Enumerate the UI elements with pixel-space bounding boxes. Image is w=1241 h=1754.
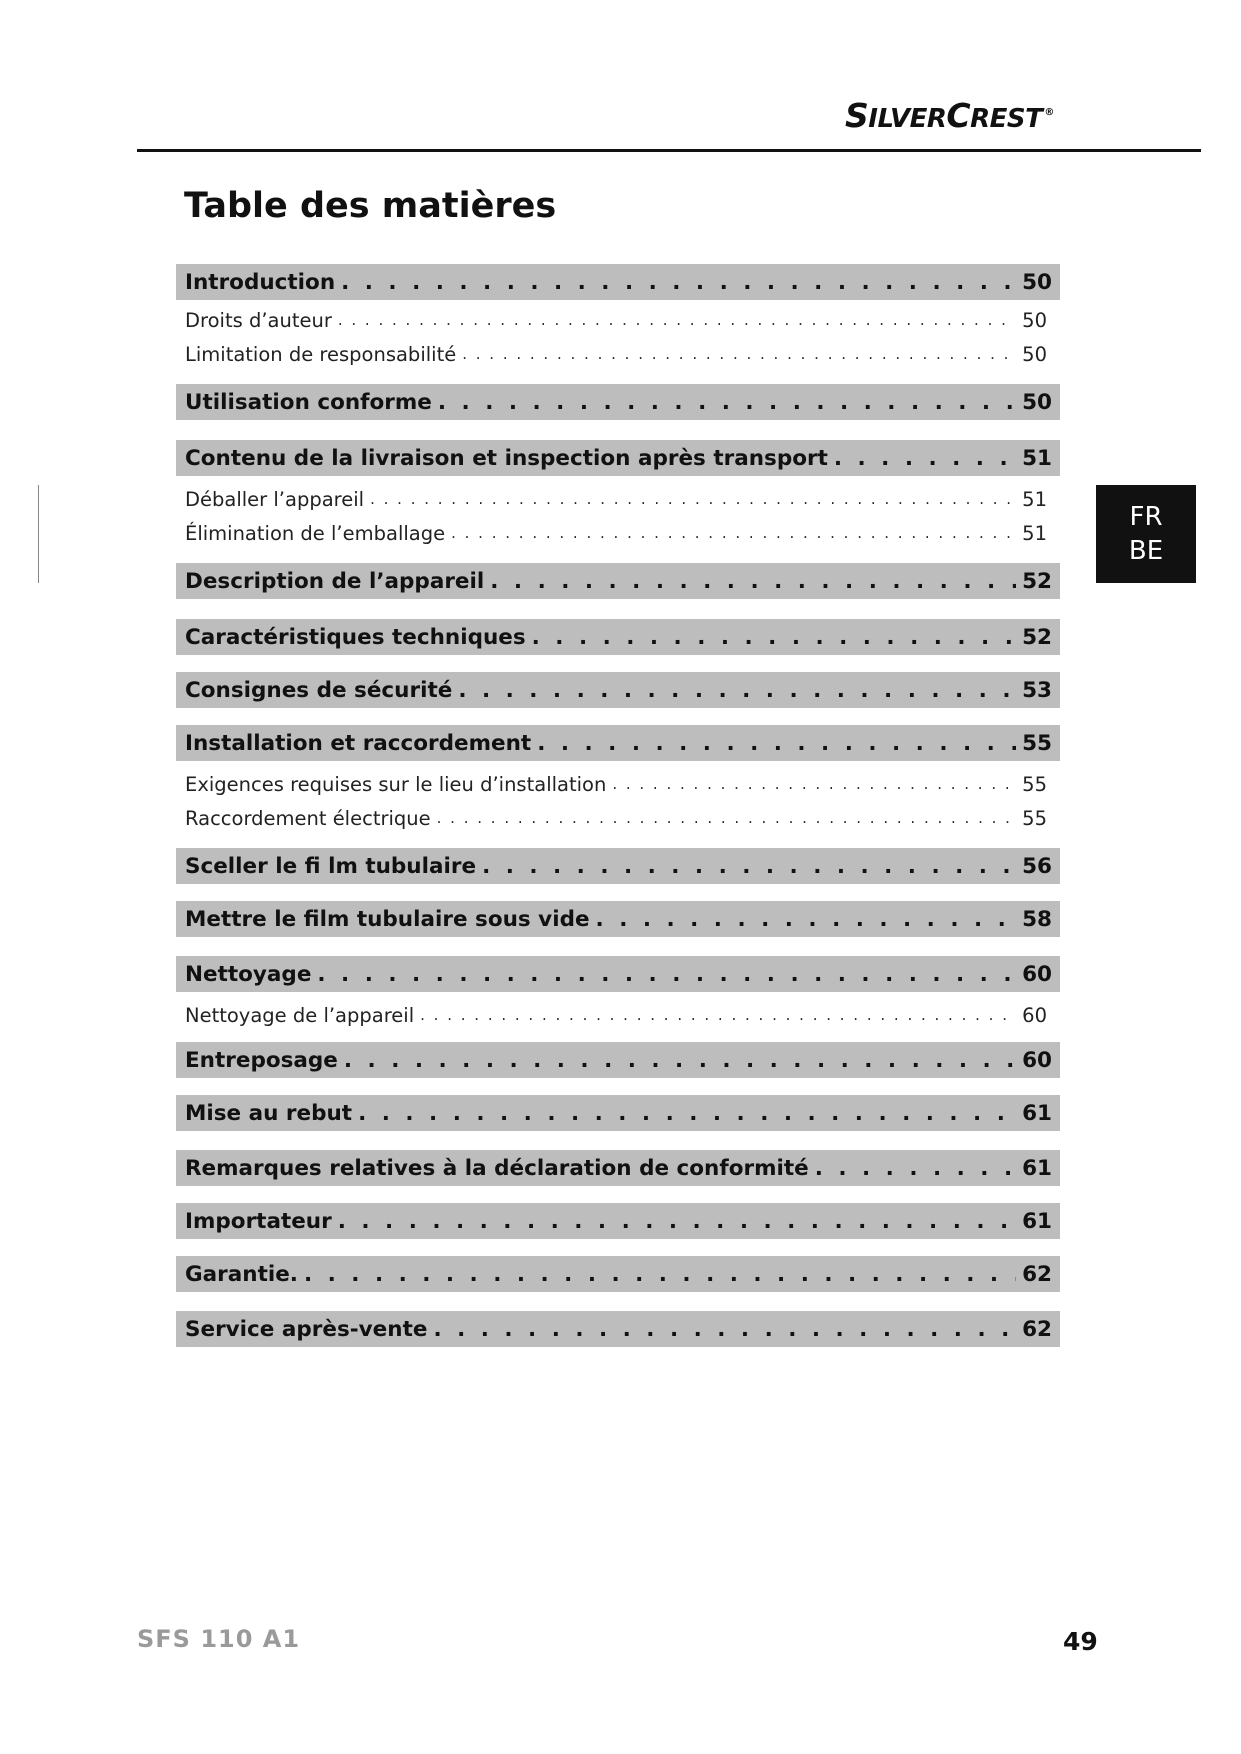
- leader-dots: [482, 854, 1016, 879]
- leader-dots: [458, 678, 1016, 703]
- footer-page-number: 49: [1063, 1627, 1098, 1656]
- toc-entry-page: 50: [1022, 389, 1052, 415]
- toc-entry-page: 58: [1022, 906, 1052, 932]
- leader-dots: [532, 625, 1016, 650]
- toc-subentry-label: Droits d’auteur: [185, 308, 332, 332]
- toc-entry-page: 61: [1022, 1155, 1052, 1181]
- toc-subentry[interactable]: [176, 339, 1060, 369]
- toc-entry-page: 56: [1022, 853, 1052, 879]
- toc-entry-page: 52: [1022, 624, 1052, 650]
- language-tab: [1096, 485, 1196, 583]
- country-code: BE: [1128, 536, 1164, 566]
- toc-subentry-page: 55: [1022, 772, 1047, 796]
- leader-dots: [304, 1262, 1016, 1287]
- toc-entry-label: Consignes de sécurité: [185, 677, 453, 703]
- brand-logo: SILVERCREST ®: [845, 96, 1054, 135]
- language-code: FR: [1129, 502, 1163, 532]
- leader-dots: [420, 1006, 1016, 1024]
- leader-dots: [438, 390, 1016, 415]
- toc-entry-label: Remarques relatives à la déclaration de conformité: [185, 1155, 809, 1181]
- toc-entry-label: Contenu de la livraison et inspection après transport: [185, 445, 828, 471]
- toc-subentry-page: 50: [1022, 342, 1047, 366]
- toc-entry[interactable]: [176, 956, 1060, 992]
- toc-entry[interactable]: [176, 725, 1060, 761]
- leader-dots: [338, 311, 1016, 329]
- toc-entry[interactable]: [176, 440, 1060, 476]
- toc-entry-label: Caractéristiques techniques: [185, 624, 526, 650]
- toc-subentry[interactable]: [176, 484, 1060, 514]
- toc-entry[interactable]: [176, 619, 1060, 655]
- leader-dots: [437, 809, 1017, 827]
- toc-entry-page: 52: [1022, 568, 1052, 594]
- toc-entry-label: Service après-vente: [185, 1316, 428, 1342]
- toc-entry[interactable]: [176, 848, 1060, 884]
- toc-entry-label: Nettoyage: [185, 961, 312, 987]
- leader-dots: [815, 1156, 1016, 1181]
- header-divider: [137, 149, 1201, 152]
- toc-entry[interactable]: [176, 1150, 1060, 1186]
- toc-entry-page: 61: [1022, 1100, 1052, 1126]
- toc-subentry[interactable]: [176, 518, 1060, 548]
- toc-subentry-label: Nettoyage de l’appareil: [185, 1003, 415, 1027]
- toc-subentry[interactable]: [176, 803, 1060, 833]
- toc-entry[interactable]: [176, 384, 1060, 420]
- toc-entry[interactable]: [176, 1311, 1060, 1347]
- toc-entry-label: Entreposage: [185, 1047, 338, 1073]
- toc-entry-page: 62: [1022, 1261, 1052, 1287]
- toc-entry-label: Sceller le fi lm tubulaire: [185, 853, 477, 879]
- leader-dots: [537, 731, 1016, 756]
- toc-subentry-label: Déballer l’appareil: [185, 487, 365, 511]
- toc-subentry[interactable]: [176, 305, 1060, 335]
- leader-dots: [370, 490, 1016, 508]
- toc-entry-page: 60: [1022, 1047, 1052, 1073]
- leader-dots: [451, 524, 1016, 542]
- toc-entry[interactable]: [176, 1203, 1060, 1239]
- toc-entry-page: 60: [1022, 961, 1052, 987]
- leader-dots: [433, 1317, 1016, 1342]
- toc-entry-page: 51: [1022, 445, 1052, 471]
- margin-mark: [38, 485, 39, 583]
- footer-model-number: SFS 110 A1: [137, 1625, 301, 1653]
- leader-dots: [341, 270, 1016, 295]
- toc-entry-label: Installation et raccordement: [185, 730, 532, 756]
- toc-subentry-label: Exigences requises sur le lieu d’installation: [185, 772, 607, 796]
- leader-dots: [344, 1048, 1016, 1073]
- leader-dots: [834, 446, 1016, 471]
- leader-dots: [338, 1209, 1016, 1234]
- toc-entry[interactable]: [176, 1095, 1060, 1131]
- toc-subentry-page: 51: [1022, 521, 1047, 545]
- toc-subentry[interactable]: [176, 1000, 1060, 1030]
- toc-subentry-page: 51: [1022, 487, 1047, 511]
- toc-subentry-label: Raccordement électrique: [185, 806, 431, 830]
- toc-entry[interactable]: [176, 1042, 1060, 1078]
- toc-entry-label: Introduction: [185, 269, 336, 295]
- toc-subentry-label: Élimination de l’emballage: [185, 521, 446, 545]
- toc-entry[interactable]: [176, 563, 1060, 599]
- toc-entry-label: Utilisation conforme: [185, 389, 432, 415]
- toc-subentry-page: 55: [1022, 806, 1047, 830]
- toc-entry[interactable]: [176, 672, 1060, 708]
- leader-dots: [490, 569, 1016, 594]
- toc-subentry-page: 60: [1022, 1003, 1047, 1027]
- toc-entry-page: 53: [1022, 677, 1052, 703]
- toc-subentry-page: 50: [1022, 308, 1047, 332]
- toc-entry-page: 61: [1022, 1208, 1052, 1234]
- page-title: Table des matières: [184, 186, 557, 226]
- toc-entry-label: Importateur: [185, 1208, 332, 1234]
- toc-subentry-label: Limitation de responsabilité: [185, 342, 457, 366]
- leader-dots: [317, 962, 1016, 987]
- toc-entry-label: Garantie.: [185, 1261, 298, 1287]
- toc-entry-label: Description de l’appareil: [185, 568, 485, 594]
- toc-entry[interactable]: [176, 1256, 1060, 1292]
- toc-entry-page: 55: [1022, 730, 1052, 756]
- leader-dots: [612, 775, 1016, 793]
- toc-subentry[interactable]: [176, 769, 1060, 799]
- leader-dots: [596, 907, 1017, 932]
- toc-entry[interactable]: [176, 264, 1060, 300]
- toc-entry-page: 50: [1022, 269, 1052, 295]
- toc-entry-label: Mise au rebut: [185, 1100, 353, 1126]
- toc-entry-page: 62: [1022, 1316, 1052, 1342]
- toc-entry-label: Mettre le film tubulaire sous vide: [185, 906, 590, 932]
- toc-entry[interactable]: [176, 901, 1060, 937]
- leader-dots: [462, 345, 1016, 363]
- leader-dots: [358, 1101, 1016, 1126]
